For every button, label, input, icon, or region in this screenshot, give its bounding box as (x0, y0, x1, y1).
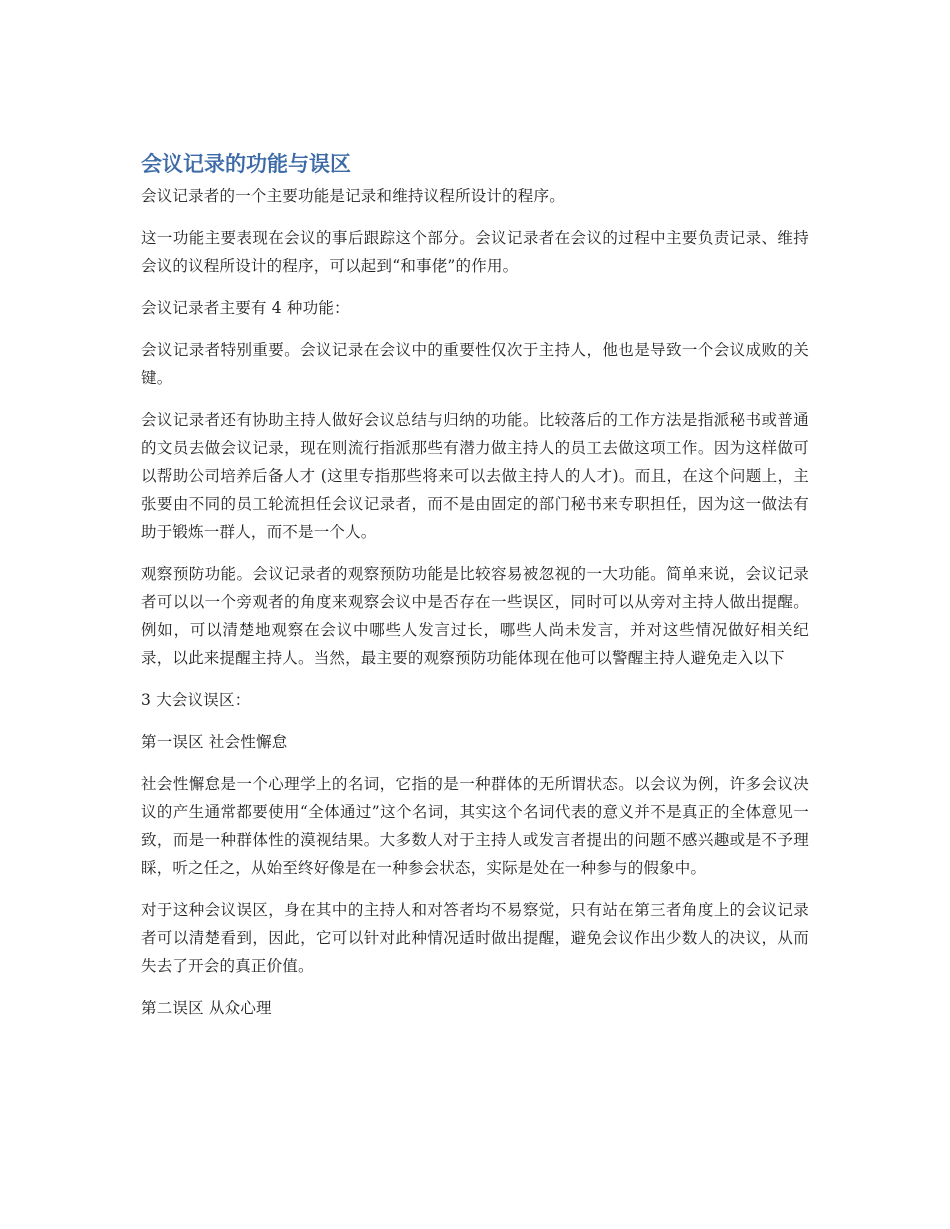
paragraph-summary-function: 会议记录者还有协助主持人做好会议总结与归纳的功能。比较落后的工作方法是指派秘书或普通的文员去做会议记录，现在则流行指派那些有潜力做主持人的员工去做这项工作。因为这样做可以帮助公司培养后备人才 (这里专指那些将来可以去做主持人的人才)。而且，在这个问题上，主张要由不同的员工轮流担任会议记录者，而不是由固定的部门秘书来专职担任，因为这一做法有助于锻炼一群人，而不是一个人。 (141, 411, 809, 541)
heading-first-pitfall: 第一误区 社会性懈怠 (141, 733, 288, 751)
paragraph-primary-function: 会议记录者的一个主要功能是记录和维持议程所设计的程序。 (141, 187, 565, 205)
heading-second-pitfall: 第二误区 从众心理 (141, 999, 272, 1017)
paragraph-three-pitfalls: 3 大会议误区： (141, 691, 251, 709)
paragraph-social-loafing: 社会性懈怠是一个心理学上的名词，它指的是一种群体的无所谓状态。以会议为例，许多会议决议的产生通常都要使用“全体通过”这个名词，其实这个名词代表的意义并不是真正的全体意见一致，而是一种群体性的漠视结果。大多数人对于主持人或发言者提出的问题不感兴趣或是不予理睬，听之任之，从始至终好像是在一种参会状态，实际是处在一种参与的假象中。 (141, 775, 809, 877)
paragraph-four-functions: 会议记录者主要有 4 种功能： (141, 299, 350, 317)
paragraph-recorder-reminder: 对于这种会议误区，身在其中的主持人和对答者均不易察觉，只有站在第三者角度上的会议记录者可以清楚看到，因此，它可以针对此种情况适时做出提醒，避免会议作出少数人的决议，从而失去了开会的真正价值。 (141, 901, 809, 975)
paragraph-importance: 会议记录者特别重要。会议记录在会议中的重要性仅次于主持人，他也是导致一个会议成败的关键。 (141, 341, 809, 387)
paragraph-observation-function: 观察预防功能。会议记录者的观察预防功能是比较容易被忽视的一大功能。简单来说，会议记录者可以以一个旁观者的角度来观察会议中是否存在一些误区，同时可以从旁对主持人做出提醒。例如，可以清楚地观察在会议中哪些人发言过长，哪些人尚未发言，并对这些情况做好相关纪录，以此来提醒主持人。当然，最主要的观察预防功能体现在他可以警醒主持人避免走入以下 (141, 565, 809, 667)
paragraph-follow-up: 这一功能主要表现在会议的事后跟踪这个部分。会议记录者在会议的过程中主要负责记录、维持会议的议程所设计的程序，可以起到“和事佬”的作用。 (141, 229, 809, 275)
document-body (141, 148, 809, 1036)
document-title: 会议记录的功能与误区 (141, 152, 351, 176)
